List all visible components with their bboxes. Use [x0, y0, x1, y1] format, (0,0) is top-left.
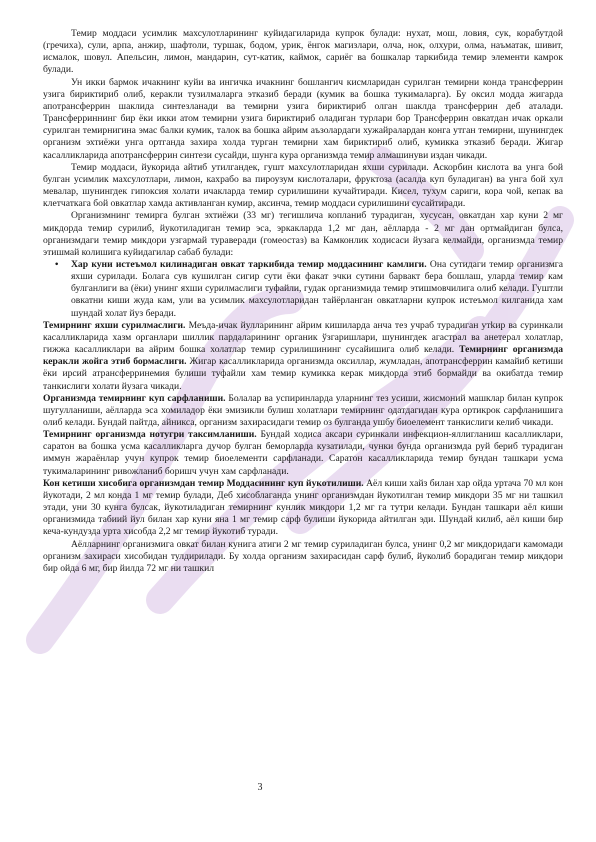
paragraph-text: Болалар ва успиринларда уларнинг тез усиши, жисмоний машклар билан купрок шугулланиши, аёлларда эса хомиладор ёки эмизикли булиш холатлари темирнинг одатдагидан кура ортикрок сарфланишига олиб келади. Бундай пайтда, айникса, организм захирасидаги темир оз булганда ушбу биоелемент танкислиги келиб чикади.	[43, 392, 563, 428]
paragraph-3	[43, 162, 563, 211]
paragraph-heading: Темирнинг яхши сурилмаслиги.	[43, 319, 186, 331]
paragraph-heading: Темирнинг организмда нотугри таксимланиши.	[43, 429, 257, 441]
paragraph-text: Жигар касалликларида организмда оксиллар, жумладан, апотрансферрин камайиб кетиши ёки ирсий атрансферринемия булиши туфайли хам темир кумикка керак микдорда этиб бормайди ва окибатда темир танкислиги холати йузага чикади.	[43, 356, 563, 392]
paragraph-heading: Кон кетиши хисобига организмдан темир Моддасининг куп йукотилиши.	[43, 477, 364, 489]
paragraph-heading: Организмда темирнинг куп сарфланиши.	[43, 392, 226, 404]
paragraph-text: Темир моддаси, йукорида айтиб утилгандек, гушт махсулотларидан яхши сурилади. Аскорбин кислота ва унга бой булган усимлик махсулотлари, лимон, кахрабо ва пироузум кислоталари, фруктоза (асалда куп буладиган) ва унга бой хул мевалар, шунингдек гипоксия холати ичакларда темир сурилишини кучайтиради. Кисел, тухум сариги, кора чой, кепак ва клетчаткага бой овкатлар хамда активланган кумир, аксинча, темир моддаси сурилишини сусайтиради.	[43, 161, 563, 210]
paragraph-9	[43, 478, 563, 539]
paragraph-text: Темир моддаси усимлик махсулотларининг куйидагиларида купрок булади: нухат, мош, ловия, сук, корабутдой (гречиха), сули, арпа, анжир, шафтоли, туршак, бодом, урик, ёнгок магизлари, олча, нок, олхури, олма, наъматак, шивит, исмалок, шовул. Апельсин, лимон, мандарин, сут-катик, каймок, сариёг ва бошкалар таркибида темир элементи камрок булади.	[43, 28, 563, 76]
paragraph-heading: Хар куни истеъмол килинадиган овкат таркибида темир моддасининг камлиги.	[71, 258, 427, 270]
paragraph-10	[43, 539, 563, 575]
paragraph-heading: Темирнинг организмда керакли жойга этиб бормаслиги.	[43, 344, 564, 368]
paragraph-text: Ун икки бармок ичакнинг куйи ва ингичка ичакнинг бошлангич кисмларидан сурилган темирни конда трансферрин узига бириктириб олиб, керакли тузилмаларга этказиб беради (кумик ва бошка тукималарга). Бу оксил модда жигарда апотрансферрин шаклида синтезланади ва темирни узига бириктириб олган шаклда трансферрин деб аталади. Трансферриннинг бир ёки икки атом темирни узига бириктириб оладиган турлари бор Трансферрин овкатдан ичак оркали сурилган темирнигина эмас балки кумик, талок ва бошка айрим аъзолардаги хужайралардан конга утган темирни, шунингдек организм эхтиёжи унга ортганда захира холда турган темирни хам бириктириб олиб, кумикка этказиб беради. Жигар касалликларида апотрансферрин синтези сусайди, шунга кура организмда темир алмашинуви издан чикади.	[43, 76, 563, 161]
paragraph-5	[43, 259, 563, 320]
paragraph-8	[43, 429, 563, 478]
paragraph-text: Меъда-ичак йулларининг айрим кишиларда анча тез учраб турадиган утkир ва суринкали касалликларида хазм органлари шиллик пардаларининг органик ўзгаришлари, шунингдек агастрал ва анетерал холатлар, гижжа касалликлари ва айрим бошка холатлар темир сурилишининг сусайишига олиб келади.	[43, 319, 563, 356]
paragraph-text: Организмнинг темирга булган эхтиёжи (33 мг) тегишлича копланиб турадиган, хусусан, овкатдан хар куни 2 мг микдорда темир сурилиб, йукотиладиган темир эса, эркакларда 1,2 мг дан, аёлларда - 2 мг дан ортмайдиган булса, организмдаги темир микдори узгармай тураверади (гомеостаз) ва Камконлик ходисаси йузага келмайди, организмда темир этишмай колишига куйидагилар сабаб булади:	[43, 210, 563, 258]
paragraph-text: Бундай ходиса аксари суринкали инфекцион-яллигланиш касалликлари, саратон ва бошка усма касалликларга дучор булган беморларда кузатилади, чунки бунда организмда руй бериб турадиган иммун жараёнлар учун купрок темир биоелементи сарфланади. Саратон касалликларида темир бундан ташкари усма тукималарининг ривожланиб боришч учун хам сарфланади.	[43, 429, 563, 477]
paragraph-7	[43, 393, 563, 429]
paragraph-4	[43, 210, 563, 259]
paragraph-6	[43, 320, 563, 393]
paragraph-text: Она сутидаги темир организмга яхши сурилади. Болага сув кушилган сигир сути ёки факат эчки сутини барвакт бера бошлаш, уларда темир кам булганлиги ва (ёки) унинг яхши сурилмаслиги туфайли, гудак организмида темир этишмовчилига олиб келади. Гуштли овкатни киши жуда кам, ули ва усимлик махсулотларидан тайёрланган овкатларни купрок истеъмол килганида хам шундай холат йуз беради.	[71, 258, 563, 319]
document-page	[43, 28, 563, 828]
paragraph-1	[43, 28, 563, 77]
paragraph-text: Аёлларнинг организмига овкат билан кунига атиги 2 мг темир суриладиган булса, унинг 0,2 мг микдоридаги камомади организм захираси хисобидан тулдирилади. Бу холда организм захирасидан сарф булиб, йуколиб борадиган темир микдори бир ойда 6 мг, бир йилда 72 мг ни ташкил	[43, 538, 563, 574]
paragraph-2	[43, 77, 563, 162]
page-number: 3	[257, 782, 263, 793]
bullet-mark: •	[55, 258, 59, 270]
paragraph-text: Аёл киши хайз билан хар ойда уртача 70 мл кон йукотади, 2 мл конда 1 мг темир булади, Деб хисоблаганда унинг организмдан йукотилган темир микдори 35 мг ни ташкил этади, уни 30 кунга булсак, йукотиладиган темирнинг кунлик микдори 1,2 мг га тутри келади. Бундан ташкари аёл киши организмида табиий йул билан хар куни яна 1 мг темир сарф булиши йукорида айтилган эди. Шундай килиб, аёл киши бир кеча-кундузда урта хисобда 2,2 мг темир йукотиб туради.	[43, 477, 563, 538]
